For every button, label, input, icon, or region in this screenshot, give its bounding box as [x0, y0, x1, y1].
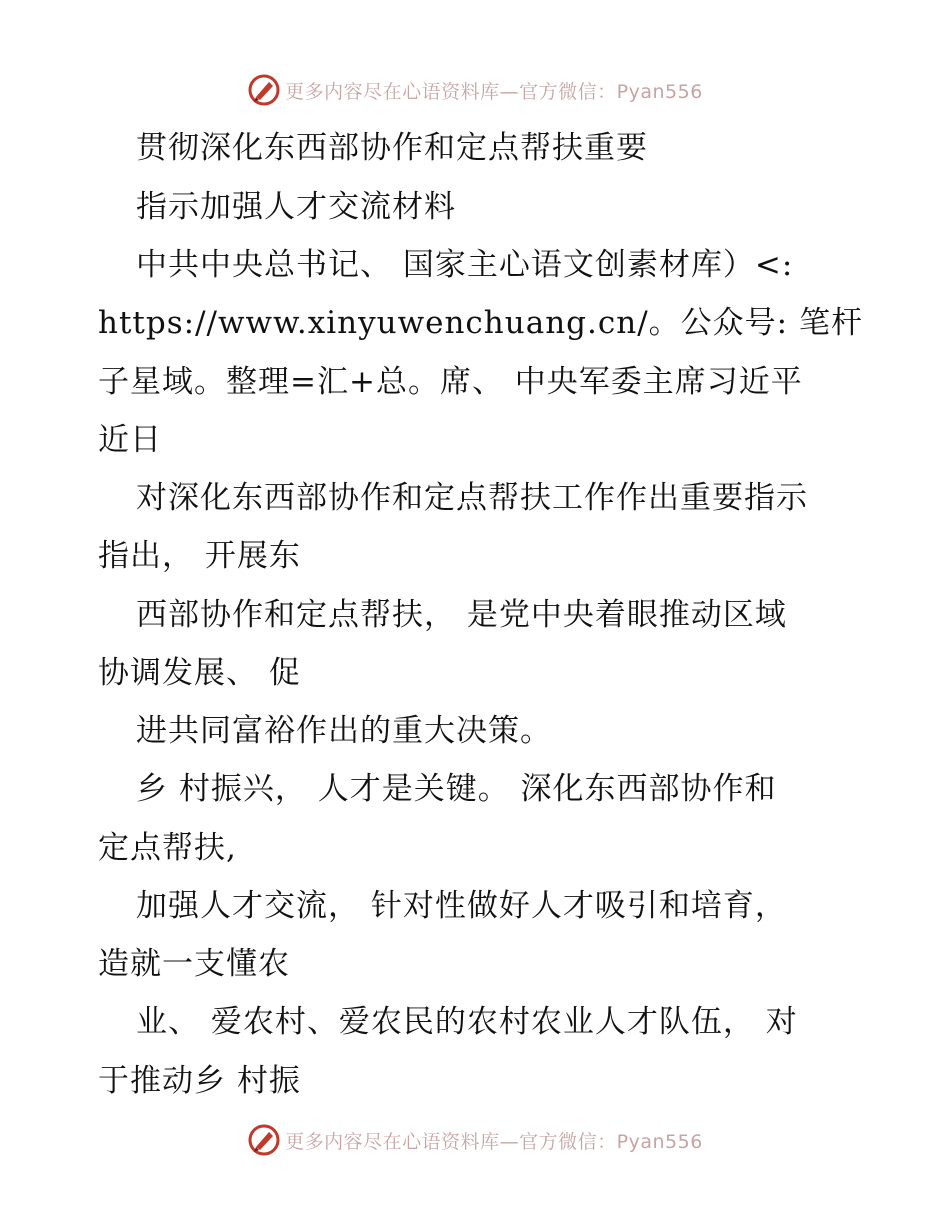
text-line: 业、 爱农村、爱农民的农村农业人才队伍， 对	[136, 1004, 798, 1040]
pen-nib-logo-icon	[247, 1123, 281, 1157]
text-line: 中共中央总书记、 国家主心语文创素材库）<:	[136, 247, 794, 283]
text-line: 西部协作和定点帮扶， 是党中央着眼推动区域	[136, 597, 787, 633]
text-line: 加强人才交流， 针对性做好人才吸引和培育，	[136, 888, 787, 924]
text-line: 造就一支懂农	[98, 946, 290, 982]
text-line: 乡 村振兴， 人才是关键。 深化东西部协作和	[136, 771, 777, 807]
text-line: 对深化东西部协作和定点帮扶工作作出重要指示	[136, 480, 808, 516]
text-line: 于推动乡 村振	[98, 1063, 301, 1099]
text-line: https://www.xinyuwenchuang.cn/。公众号: 笔杆	[98, 305, 863, 341]
pen-nib-logo-icon	[247, 73, 281, 107]
footer-banner-text: 更多内容尽在心语资料库—官方微信：Pyan556	[285, 1130, 703, 1153]
text-line: 进共同富裕作出的重大决策。	[136, 713, 552, 749]
header-banner	[0, 70, 950, 110]
text-line: 指示加强人才交流材料	[136, 189, 456, 225]
footer-banner	[0, 1120, 950, 1160]
header-banner-text: 更多内容尽在心语资料库—官方微信：Pyan556	[285, 80, 703, 103]
text-line: 定点帮扶,	[98, 830, 237, 866]
text-line: 指出， 开展东	[98, 538, 301, 574]
text-line: 子星域。整理=汇+总。席、 中央军委主席习近平	[98, 364, 803, 400]
text-line: 协调发展、 促	[98, 655, 301, 691]
text-line: 贯彻深化东西部协作和定点帮扶重要	[136, 130, 648, 166]
text-line: 近日	[98, 422, 162, 458]
